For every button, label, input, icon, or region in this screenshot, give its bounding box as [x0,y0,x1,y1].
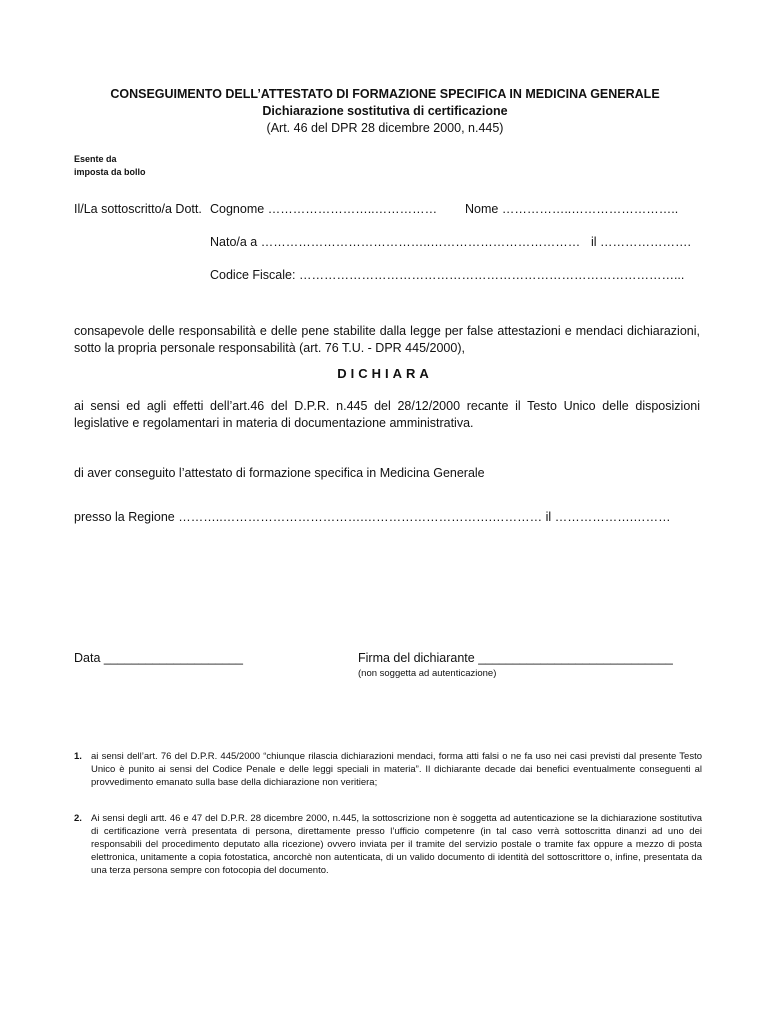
name-field [465,202,678,216]
surname-field [210,202,437,216]
birthplace-label: Nato/a a [210,235,258,249]
name-blank: ……………..…………………….. [501,202,679,216]
birthdate-field [591,235,691,249]
region-label: presso la Regione [74,510,175,524]
date-field [74,651,243,665]
signature-note: (non soggetta ad autenticazione) [358,668,497,679]
document-subtitle: Dichiarazione sostitutiva di certificazione [262,104,508,118]
signature-field [358,651,673,665]
declares-heading: DICHIARA [337,366,433,381]
footnote-1-number: 1. [74,751,82,762]
legal-basis-paragraph: ai sensi ed agli effetti dell’art.46 del D.P.R. n.445 del 28/12/2000 recante il Testo Unico delle disposizioni legislative e regolamentari in materia di documentazione amministrativa. [74,399,700,430]
surname-blank: ……………………..…………… [267,202,438,216]
region-blank: ………..…………………………….………………………….………… [178,510,543,524]
date-label: Data [74,651,101,665]
footnote-2-text: Ai sensi degli artt. 46 e 47 del D.P.R. 28 dicembre 2000, n.445, la sottoscrizione non è soggetta ad autenticazione se la dichiarazione sostitutiva di certificazione verrà presentata di persona, direttamente presso l’ufficio competenre (in tal caso verrà sottoscritta dinanzi ad uno dei responsabili del procedimento deputato alla ricezione) ovvero inviata per il tramite del servizio postale o tramite fax oppure a mezzo di posta elettronica, unitamente a copia fotostatica, ancorchè non autenticata, di un valido documento di identità del sottoscrittore o, infine, presentata da una terza persona sempre con fotocopia del documento. [91,813,702,876]
birthplace-blank: …………………………………..……………………………… [260,235,581,249]
name-label: Nome [465,202,499,216]
footnotes [74,750,702,890]
legal-reference: (Art. 46 del DPR 28 dicembre 2000, n.445) [266,121,504,135]
footnote-1-text: ai sensi dell’art. 76 del D.P.R. 445/2000 “chiunque rilascia dichiarazioni mendaci, forma atti falsi o ne fa uso nei casi previsti dal presente Testo Unico è punito ai sensi del Codice Penale e delle leggi speciali in materia”. Il dichiarante decade dai benefici eventualmente conseguenti al provvedimento emanato sulla base della dichiarazione non veritiera; [91,751,702,788]
footnote-1 [74,750,702,789]
certificate-statement: di aver conseguito l’attestato di formazione specifica in Medicina Generale [74,466,485,480]
undersigned-label: Il/La sottoscritto/a Dott. [74,202,202,216]
stamp-exemption-line-2: imposta da bollo [74,167,146,177]
region-date-label: il [545,510,552,524]
stamp-exemption-note [74,153,146,179]
region-field [74,510,671,524]
surname-label: Cognome [210,202,265,216]
region-date-blank: ……………….……… [554,510,671,524]
signature-line: ____________________________ [478,651,673,665]
footnote-2-number: 2. [74,813,82,824]
awareness-paragraph: consapevole delle responsabilità e delle pene stabilite dalla legge per false attestazioni e mendaci dichiarazioni, sotto la propria personale responsabilità (art. 76 T.U. - DPR 445/2000), [74,324,700,355]
document-title: CONSEGUIMENTO DELL’ATTESTATO DI FORMAZIONE SPECIFICA IN MEDICINA GENERALE [110,87,660,101]
birthdate-blank: …………………. [600,235,692,249]
footnote-2 [74,812,702,877]
date-line: ____________________ [103,651,243,665]
tax-code-label: Codice Fiscale: [210,268,296,282]
tax-code-field [210,268,684,282]
tax-code-blank: ………………………………………………………………………………... [298,268,685,282]
birthdate-label: il [591,235,597,249]
birthplace-field [210,235,580,249]
stamp-exemption-line-1: Esente da [74,154,117,164]
signature-label: Firma del dichiarante [358,651,475,665]
